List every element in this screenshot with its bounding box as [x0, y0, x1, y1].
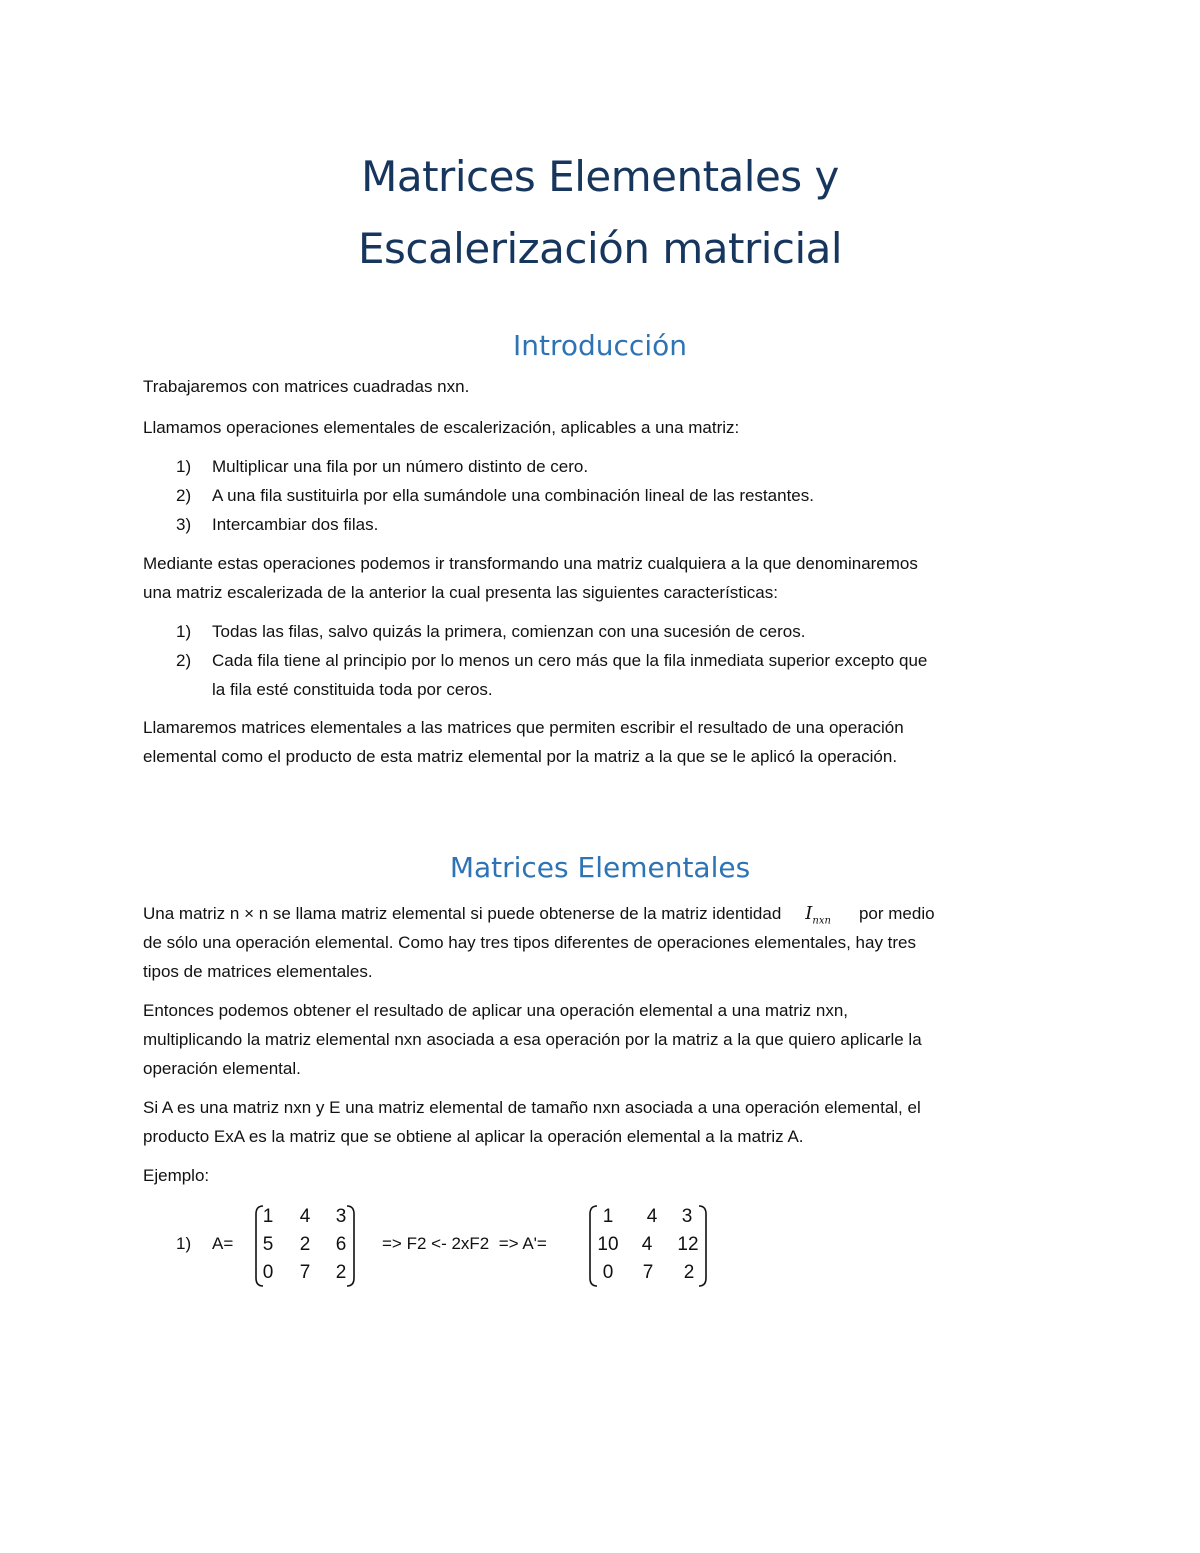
paragraph-llamaremos-line-2: elemental como el producto de esta matriz elemental por la matriz a la que se le aplicó la operación. [143, 747, 898, 766]
list-text: Multiplicar una fila por un número distinto de cero. [212, 457, 589, 476]
list-number: 3) [176, 515, 192, 534]
list-item [176, 510, 378, 539]
matrix-a-cell: 1 [262, 1206, 274, 1227]
list-item-continuation: la fila esté constituida toda por ceros. [212, 680, 493, 699]
matrix-a-prime-cell: 7 [642, 1262, 654, 1283]
paragraph-entonces-line-3: operación elemental. [143, 1059, 301, 1078]
paragraph-definicion-line-2: de sólo una operación elemental. Como hay tres tipos diferentes de operaciones elementales, hay tres [143, 933, 917, 952]
matrix-a-prime-cell: 12 [677, 1234, 699, 1255]
document-title-line-2: Escalerización matricial [357, 224, 843, 273]
list-item [176, 617, 805, 646]
list-item [176, 646, 927, 675]
definicion-text-post: por medio [858, 904, 935, 923]
matrix-a-cell: 3 [335, 1206, 347, 1227]
heading-introduccion: Introducción [513, 329, 687, 362]
example-operation: => F2 <- 2xF2 => A'= [382, 1234, 547, 1253]
identity-matrix-symbol [805, 903, 831, 927]
paragraph-entonces-line-1: Entonces podemos obtener el resultado de aplicar una operación elemental a una matriz nxn, [143, 1001, 848, 1020]
list-number: 1) [176, 622, 192, 641]
paragraph-matrices-cuadradas: Trabajaremos con matrices cuadradas nxn. [143, 377, 470, 396]
list-text: Intercambiar dos filas. [212, 515, 379, 534]
list-item [176, 481, 814, 510]
example-number: 1) [176, 1234, 192, 1253]
paragraph-si-a-line-2: producto ExA es la matriz que se obtiene al aplicar la operación elemental a la matriz A. [143, 1127, 804, 1146]
list-number: 2) [176, 651, 192, 670]
matrix-a-cell: 2 [335, 1262, 347, 1283]
identity-symbol-letter: I [805, 903, 813, 924]
example-lhs: A= [212, 1234, 234, 1253]
matrix-a-prime-cell: 1 [602, 1206, 614, 1227]
paragraph-definicion-line-3: tipos de matrices elementales. [143, 962, 373, 981]
list-number: 1) [176, 457, 192, 476]
matrix-a-cell: 4 [299, 1206, 311, 1227]
matrix-a-prime-cell: 4 [646, 1206, 658, 1227]
paragraph-operaciones-elementales: Llamamos operaciones elementales de escalerización, aplicables a una matriz: [143, 418, 740, 437]
matrix-a-cell: 5 [262, 1234, 274, 1255]
list-text: Cada fila tiene al principio por lo menos un cero más que la fila inmediata superior excepto que [212, 651, 928, 670]
paragraph-mediante-line-1: Mediante estas operaciones podemos ir transformando una matriz cualquiera a la que denominaremos [143, 554, 918, 573]
example-label: Ejemplo: [143, 1166, 210, 1185]
matrix-a-prime [588, 1204, 708, 1288]
identity-symbol-subscript: nxn [812, 915, 831, 927]
list-text: Todas las filas, salvo quizás la primera, comienzan con una sucesión de ceros. [212, 622, 806, 641]
matrix-a-prime-cell: 3 [681, 1206, 693, 1227]
paragraph-mediante-line-2: una matriz escalerizada de la anterior la cual presenta las siguientes características: [143, 583, 778, 602]
matrix-a [254, 1204, 356, 1288]
matrix-a-prime-cell: 10 [597, 1234, 619, 1255]
matrix-a-cell: 0 [262, 1262, 274, 1283]
list-number: 2) [176, 486, 192, 505]
list-item [176, 452, 588, 481]
matrix-a-cell: 6 [335, 1234, 347, 1255]
matrix-a-prime-cell: 4 [641, 1234, 653, 1255]
document-title-line-1: Matrices Elementales y [361, 152, 839, 201]
paragraph-entonces-line-2: multiplicando la matriz elemental nxn asociada a esa operación por la matriz a la que quiero aplicarle la [143, 1030, 922, 1049]
paragraph-llamaremos-line-1: Llamaremos matrices elementales a las matrices que permiten escribir el resultado de una operación [143, 718, 904, 737]
list-text: A una fila sustituirla por ella sumándole una combinación lineal de las restantes. [212, 486, 814, 505]
matrix-a-prime-cell: 0 [602, 1262, 614, 1283]
heading-matrices-elementales: Matrices Elementales [449, 851, 751, 884]
paragraph-si-a-line-1: Si A es una matriz nxn y E una matriz elemental de tamaño nxn asociada a una operación elemental, el [143, 1098, 921, 1117]
matrix-a-cell: 2 [299, 1234, 311, 1255]
definicion-text-pre: Una matriz n × n se llama matriz elemental si puede obtenerse de la matriz identidad [143, 904, 782, 923]
matrix-a-cell: 7 [299, 1262, 311, 1283]
matrix-a-prime-cell: 2 [683, 1262, 695, 1283]
